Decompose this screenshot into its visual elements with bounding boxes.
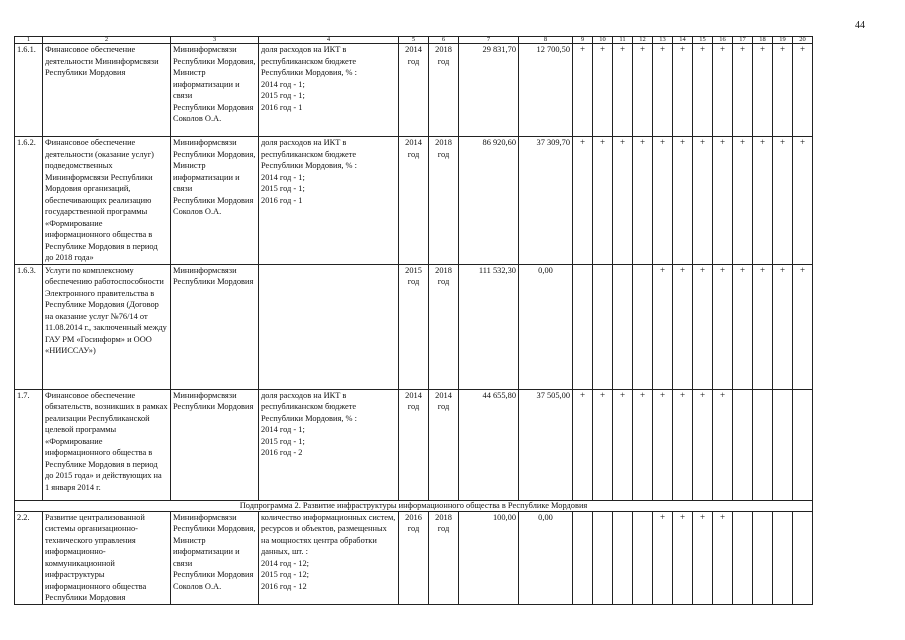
row-number: 2.2. — [15, 511, 43, 604]
plus-mark: + — [653, 137, 673, 265]
start-year: 2014 год — [405, 45, 422, 66]
plus-mark — [793, 389, 813, 500]
plus-mark — [733, 389, 753, 500]
column-number: 18 — [753, 37, 773, 44]
start-year: 2016 год — [405, 512, 422, 533]
value-col7: 86 920,60 — [459, 137, 519, 265]
plus-mark: + — [713, 137, 733, 265]
column-number: 4 — [259, 37, 399, 44]
plus-mark: + — [573, 389, 593, 500]
executor: Мининформсвязи Республики Мордовия — [173, 265, 254, 286]
executor: Мининформсвязи Республики Мордовия, Министр информатизации и связи Республики Мордовия Соколов О.А. — [173, 45, 256, 123]
column-number: 3 — [171, 37, 259, 44]
row-number: 1.6.1. — [15, 44, 43, 137]
column-number: 16 — [713, 37, 733, 44]
end-year: 2018 год — [435, 512, 452, 533]
column-number: 6 — [429, 37, 459, 44]
plus-mark: + — [713, 511, 733, 604]
plus-mark — [613, 264, 633, 389]
plus-mark: + — [653, 511, 673, 604]
measure-name: Финансовое обеспечение деятельности Мининформсвязи Республики Мордовия — [43, 44, 171, 137]
end-year: 2018 год — [435, 45, 452, 66]
plus-mark: + — [733, 264, 753, 389]
plus-mark: + — [753, 44, 773, 137]
plus-mark — [573, 264, 593, 389]
plus-mark: + — [713, 44, 733, 137]
table-row — [15, 137, 813, 265]
plus-mark: + — [733, 44, 753, 137]
plus-mark — [633, 264, 653, 389]
plus-mark — [773, 389, 793, 500]
plus-mark: + — [653, 44, 673, 137]
plus-mark: + — [633, 44, 653, 137]
column-number: 7 — [459, 37, 519, 44]
column-number: 12 — [633, 37, 653, 44]
plus-mark: + — [573, 137, 593, 265]
plus-mark: + — [753, 137, 773, 265]
plus-mark — [613, 511, 633, 604]
plus-mark: + — [693, 511, 713, 604]
column-number: 14 — [673, 37, 693, 44]
plus-mark — [773, 511, 793, 604]
plus-mark: + — [793, 44, 813, 137]
column-number: 8 — [519, 37, 573, 44]
plus-mark: + — [773, 264, 793, 389]
value-col8: 0,00 — [519, 511, 573, 604]
executor: Мининформсвязи Республики Мордовия — [173, 390, 254, 411]
column-number: 13 — [653, 37, 673, 44]
table-row — [15, 511, 813, 604]
page-number: 44 — [855, 20, 865, 31]
start-year: 2015 год — [405, 265, 422, 286]
plus-mark: + — [733, 137, 753, 265]
plus-mark — [593, 264, 613, 389]
plus-mark — [593, 511, 613, 604]
subprogram-row — [15, 500, 813, 511]
row-number: 1.6.2. — [15, 137, 43, 265]
start-year: 2014 год — [405, 390, 422, 411]
table-row — [15, 389, 813, 500]
measure-name: Развитие централизованной системы организационно-технического управления информационно-коммуникационной инфраструктуры информационного общества Республики Мордовия — [43, 511, 171, 604]
column-number-row — [15, 37, 813, 44]
plus-mark — [733, 511, 753, 604]
subprogram-title: Подпрограмма 2. Развитие инфраструктуры информационного общества в Республике Мордовия — [15, 500, 813, 511]
column-number: 5 — [399, 37, 429, 44]
measure-name: Финансовое обеспечение деятельности (оказание услуг) подведомственных Мининформсвязи Республики Мордовия организаций, обеспечивающих реализацию государственной программы «Формирование информационного общества в Республике Мордовия в период до 2018 года» — [43, 137, 171, 265]
plus-mark: + — [593, 137, 613, 265]
plus-mark: + — [693, 264, 713, 389]
plus-mark: + — [573, 44, 593, 137]
executor: Мининформсвязи Республики Мордовия, Министр информатизации и связи Республики Мордовия Соколов О.А. — [173, 138, 256, 216]
end-year: 2014 год — [435, 390, 452, 411]
indicator: доля расходов на ИКТ в республиканском бюджете Республики Мордовия, % : 2014 год - 1; 2015 год - 1; 2016 год - 1 — [261, 45, 357, 112]
end-year: 2018 год — [435, 138, 452, 159]
table-row — [15, 264, 813, 389]
plus-mark: + — [653, 389, 673, 500]
plus-mark: + — [713, 389, 733, 500]
plus-mark — [753, 511, 773, 604]
value-col8: 37 309,70 — [519, 137, 573, 265]
plus-mark: + — [613, 389, 633, 500]
value-col8: 0,00 — [519, 264, 573, 389]
column-number: 9 — [573, 37, 593, 44]
plus-mark: + — [673, 264, 693, 389]
column-number: 15 — [693, 37, 713, 44]
plus-mark — [633, 511, 653, 604]
plus-mark: + — [693, 44, 713, 137]
plus-mark — [793, 511, 813, 604]
value-col7: 44 655,80 — [459, 389, 519, 500]
plus-mark: + — [653, 264, 673, 389]
plus-mark: + — [773, 137, 793, 265]
value-col7: 100,00 — [459, 511, 519, 604]
plus-mark: + — [793, 137, 813, 265]
plus-mark — [753, 389, 773, 500]
value-col8: 12 700,50 — [519, 44, 573, 137]
plus-mark: + — [713, 264, 733, 389]
plus-mark: + — [633, 137, 653, 265]
end-year: 2018 год — [435, 265, 452, 286]
plus-mark: + — [673, 511, 693, 604]
column-number: 2 — [43, 37, 171, 44]
row-number: 1.7. — [15, 389, 43, 500]
executor: Мининформсвязи Республики Мордовия, Министр информатизации и связи Республики Мордовия Соколов О.А. — [173, 512, 256, 591]
plus-mark: + — [693, 389, 713, 500]
value-col8: 37 505,00 — [519, 389, 573, 500]
column-number: 10 — [593, 37, 613, 44]
plus-mark: + — [593, 44, 613, 137]
value-col7: 29 831,70 — [459, 44, 519, 137]
indicator: доля расходов на ИКТ в республиканском бюджете Республики Мордовия, % : 2014 год - 1; 2015 год - 1; 2016 год - 1 — [261, 138, 357, 205]
row-number: 1.6.3. — [15, 264, 43, 389]
plus-mark: + — [633, 389, 653, 500]
plus-mark: + — [793, 264, 813, 389]
plus-mark — [573, 511, 593, 604]
plus-mark: + — [773, 44, 793, 137]
program-table — [14, 36, 813, 605]
measure-name: Услуги по комплексному обеспечению работоспособности Электронного правительства в Республике Мордовия (Договор на оказание услуг №76/14 от 11.08.2014 г., заключенный между ГАУ РМ «Госинформ» и ООО «НИИССАУ») — [43, 264, 171, 389]
table-row — [15, 44, 813, 137]
start-year: 2014 год — [405, 138, 422, 159]
measure-name: Финансовое обеспечение обязательств, возникших в рамках реализации Республиканской целевой программы «Формирование информационного общества в Республике Мордовия в период до 2015 года» и действующих на 1 января 2014 г. — [43, 389, 171, 500]
plus-mark: + — [593, 389, 613, 500]
plus-mark: + — [693, 137, 713, 265]
plus-mark: + — [613, 44, 633, 137]
column-number: 19 — [773, 37, 793, 44]
indicator: количество информационных систем, ресурсов и объектов, размещенных на мощностях центра обработки данных, шт. : 2014 год - 12; 2015 год - 12; 2016 год - 12 — [261, 512, 396, 591]
value-col7: 111 532,30 — [459, 264, 519, 389]
plus-mark: + — [613, 137, 633, 265]
column-number: 17 — [733, 37, 753, 44]
indicator: доля расходов на ИКТ в республиканском бюджете Республики Мордовия, % : 2014 год - 1; 2015 год - 1; 2016 год - 2 — [261, 390, 357, 457]
plus-mark: + — [673, 137, 693, 265]
plus-mark: + — [753, 264, 773, 389]
column-number: 11 — [613, 37, 633, 44]
column-number: 1 — [15, 37, 43, 44]
column-number: 20 — [793, 37, 813, 44]
plus-mark: + — [673, 44, 693, 137]
plus-mark: + — [673, 389, 693, 500]
